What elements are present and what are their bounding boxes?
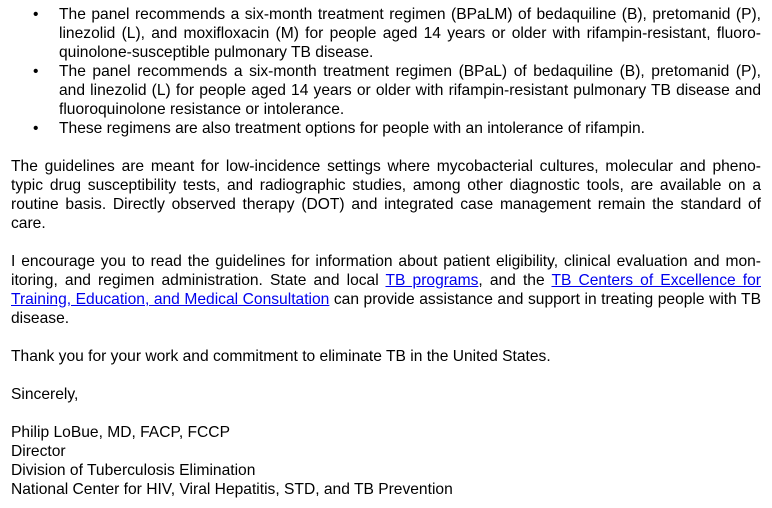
encourage-paragraph [11, 252, 761, 328]
spacer [11, 233, 761, 252]
bullet-marker: • [33, 120, 39, 137]
closing-line: Sincerely, [11, 386, 79, 403]
signature-block [11, 423, 761, 499]
spacer [11, 138, 761, 157]
encourage-text-3: can provide assistance and support in treating people with TB disease. [11, 291, 761, 327]
tb-centers-of-excellence-link[interactable]: TB Centers of Excellence for Training, Education, and Medical Consultation [11, 272, 761, 308]
guidelines-paragraph: The guidelines are meant for low-incidence settings where mycobacterial cultures, molecular and pheno-typic drug susceptibility tests, and radiographic studies, among other diagnostic tools, are available on a routine basis. Directly observed therapy (DOT) and integrated case management remain the standard of care. [11, 158, 761, 232]
list-item [11, 62, 761, 119]
spacer [11, 366, 761, 385]
recommendation-list [11, 5, 761, 138]
tb-programs-link[interactable]: TB programs [385, 272, 479, 289]
thanks-paragraph: Thank you for your work and commitment to eliminate TB in the United States. [11, 348, 551, 365]
spacer [11, 328, 761, 347]
signatory-center: National Center for HIV, Viral Hepatitis, STD, and TB Prevention [11, 481, 453, 498]
bullet-text: The panel recommends a six-month treatment regimen (BPaLM) of bedaquiline (B), pretomanid (P), linezolid (L), and moxifloxacin (M) for people aged 14 years or older with rifampin-resistant, fluoro-quinolone-susceptible pulmonary TB disease. [59, 6, 761, 61]
bullet-marker: • [33, 63, 39, 80]
encourage-text-1: I encourage you to read the guidelines for information about patient eligibility, clinical evaluation and mon-itoring, and regimen administration. State and local [11, 253, 761, 289]
bullet-text: These regimens are also treatment options for people with an intolerance of rifampin. [59, 120, 645, 137]
bullet-marker: • [33, 6, 39, 23]
spacer [11, 404, 761, 423]
bullet-text: The panel recommends a six-month treatment regimen (BPaL) of bedaquiline (B), pretomanid (P), and linezolid (L) for people aged 14 years or older with rifampin-resistant pulmonary TB disease and fluoroquinolone resistance or intolerance. [59, 63, 761, 118]
list-item [11, 119, 761, 138]
list-item [11, 5, 761, 62]
signatory-division: Division of Tuberculosis Elimination [11, 462, 256, 479]
encourage-text-2: , and the [478, 272, 552, 289]
signatory-name: Philip LoBue, MD, FACP, FCCP [11, 424, 230, 441]
letter-body [11, 5, 761, 499]
signatory-title: Director [11, 443, 66, 460]
